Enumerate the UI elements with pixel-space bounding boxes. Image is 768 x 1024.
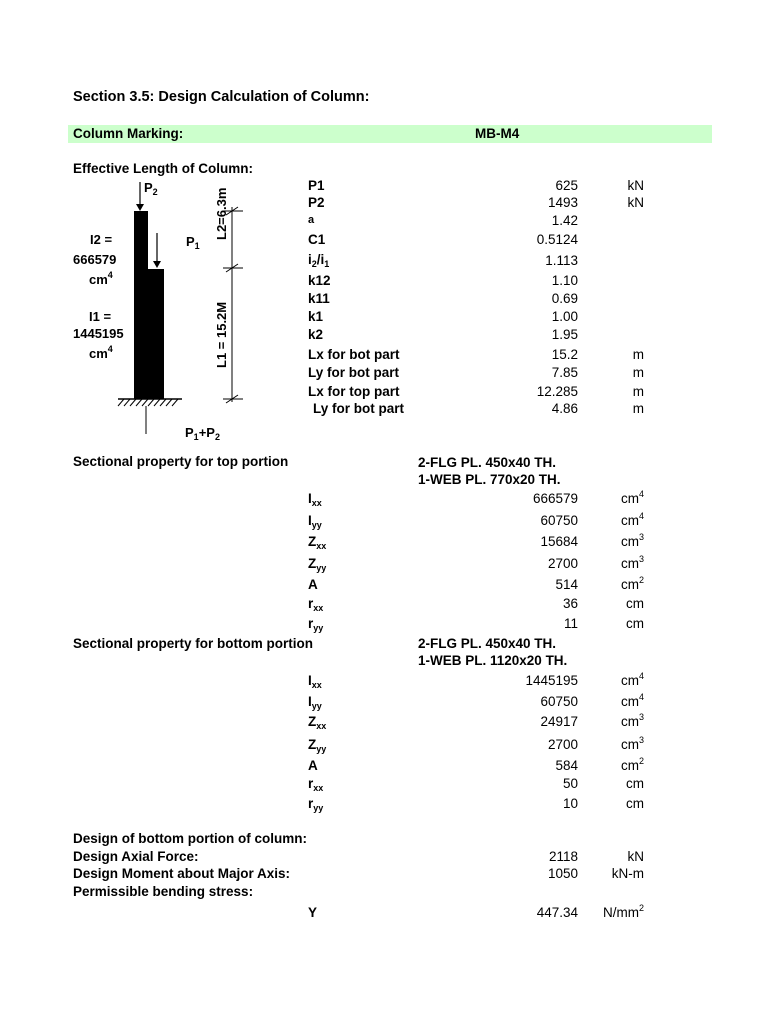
page-title: Section 3.5: Design Calculation of Column: bbox=[73, 89, 370, 105]
column-marking-label: Column Marking: bbox=[73, 126, 184, 141]
moment-value: 1050 bbox=[547, 866, 578, 881]
property-unit: $cm^3$ bbox=[620, 532, 644, 549]
property-value: 2700 bbox=[547, 737, 578, 752]
property-unit: $cm^4$ bbox=[620, 511, 644, 528]
property-symbol: $r_{xx}$ bbox=[308, 776, 324, 793]
i1-label: I1 = bbox=[89, 309, 112, 324]
upper-column-shape bbox=[134, 211, 148, 269]
param-value: 0.5124 bbox=[536, 232, 578, 247]
i1-value: 1445195 bbox=[73, 326, 124, 341]
property-symbol: $Z_{yy}$ bbox=[308, 737, 327, 754]
param-unit: kN bbox=[627, 195, 644, 210]
param-unit: m bbox=[632, 365, 644, 380]
top-web-plate: 1-WEB PL. 770x20 TH. bbox=[418, 472, 561, 487]
param-name: k2 bbox=[308, 327, 324, 342]
property-unit: $cm^3$ bbox=[620, 735, 644, 752]
property-unit: $cm^3$ bbox=[620, 712, 644, 729]
property-symbol: A bbox=[308, 577, 318, 592]
bottom-portion-heading: Sectional property for bottom portion bbox=[73, 636, 313, 651]
l2-dimension-label: L2=6.3m bbox=[214, 187, 229, 240]
ground-hatch bbox=[118, 399, 178, 406]
property-symbol: $Z_{xx}$ bbox=[308, 534, 327, 551]
property-value: 60750 bbox=[540, 694, 578, 709]
i2-label: I2 = bbox=[90, 232, 113, 247]
load-p2-label: $P_2$ bbox=[144, 180, 158, 197]
top-portion-heading: Sectional property for top portion bbox=[73, 454, 289, 469]
param-name: $i_2/i_1$ bbox=[308, 252, 330, 269]
column-marking-value: MB-M4 bbox=[475, 126, 520, 141]
lower-column-shape bbox=[134, 269, 164, 399]
effective-length-heading: Effective Length of Column: bbox=[73, 161, 253, 176]
param-name: C1 bbox=[308, 232, 326, 247]
param-unit: m bbox=[632, 384, 644, 399]
param-value: 7.85 bbox=[551, 365, 578, 380]
param-value: 0.69 bbox=[551, 291, 578, 306]
bottom-web-plate: 1-WEB PL. 1120x20 TH. bbox=[418, 653, 568, 668]
param-unit: m bbox=[632, 347, 644, 362]
param-unit: kN bbox=[627, 178, 644, 193]
param-value: 1.113 bbox=[545, 253, 578, 268]
param-value: 1.00 bbox=[551, 309, 578, 324]
property-unit: $cm^4$ bbox=[620, 489, 644, 506]
property-unit: $cm^4$ bbox=[620, 692, 644, 709]
property-value: 666579 bbox=[532, 491, 578, 506]
property-symbol: A bbox=[308, 758, 318, 773]
param-value: 1.95 bbox=[551, 327, 578, 342]
param-value: 1.10 bbox=[551, 273, 578, 288]
top-flange-plate: 2-FLG PL. 450x40 TH. bbox=[418, 455, 557, 470]
axial-force-value: 2118 bbox=[548, 849, 578, 864]
l1-dimension-label: L1 = 15.2M bbox=[214, 301, 229, 368]
property-unit: cm bbox=[626, 596, 644, 611]
property-value: 2700 bbox=[547, 556, 578, 571]
param-value: 12.285 bbox=[536, 384, 578, 399]
property-unit: cm bbox=[626, 796, 644, 811]
param-value: 1.42 bbox=[551, 213, 578, 228]
i2-value: 666579 bbox=[73, 252, 117, 267]
param-name: Lx for top part bbox=[308, 384, 400, 399]
param-value: 625 bbox=[555, 178, 578, 193]
moment-unit: kN-m bbox=[611, 866, 644, 881]
param-name: Ly for bot part bbox=[308, 365, 399, 380]
property-symbol: $Z_{yy}$ bbox=[308, 556, 327, 573]
property-value: 60750 bbox=[540, 513, 578, 528]
design-heading: Design of bottom portion of column: bbox=[73, 831, 307, 846]
property-value: 584 bbox=[555, 758, 578, 773]
property-unit: $cm^3$ bbox=[620, 554, 644, 571]
property-symbol: $I_{yy}$ bbox=[308, 513, 322, 530]
property-symbol: $r_{yy}$ bbox=[308, 796, 324, 813]
property-value: 50 bbox=[562, 776, 578, 791]
load-p1-label: $P_1$ bbox=[186, 234, 200, 251]
param-name: P2 bbox=[308, 195, 325, 210]
property-value: 11 bbox=[563, 616, 578, 631]
property-unit: $cm^2$ bbox=[620, 756, 644, 773]
property-symbol: $r_{yy}$ bbox=[308, 616, 324, 633]
property-symbol: $Z_{xx}$ bbox=[308, 714, 327, 731]
property-value: 15684 bbox=[540, 534, 578, 549]
i2-unit: $cm^4$ bbox=[89, 270, 113, 287]
axial-force-label: Design Axial Force: bbox=[73, 849, 199, 864]
param-name: P1 bbox=[308, 178, 325, 193]
property-value: 10 bbox=[562, 796, 578, 811]
p2-arrow-head bbox=[136, 204, 144, 211]
param-name: Ly for bot part bbox=[313, 401, 404, 416]
property-symbol: $r_{xx}$ bbox=[308, 596, 324, 613]
y-label: Y bbox=[308, 905, 318, 920]
p1-arrow-head bbox=[153, 261, 161, 268]
param-value: 4.86 bbox=[551, 401, 578, 416]
property-unit: $cm^4$ bbox=[620, 671, 644, 688]
param-name: Lx for bot part bbox=[308, 347, 400, 362]
property-symbol: $I_{xx}$ bbox=[308, 491, 322, 508]
property-unit: cm bbox=[626, 776, 644, 791]
property-symbol: $I_{yy}$ bbox=[308, 694, 322, 711]
param-value: 1493 bbox=[547, 195, 578, 210]
param-name: a bbox=[308, 214, 315, 226]
base-load-label: $P_1+P_2$ bbox=[185, 425, 220, 442]
moment-label: Design Moment about Major Axis: bbox=[73, 866, 291, 881]
param-name: k1 bbox=[308, 309, 324, 324]
y-value: 447.34 bbox=[536, 905, 578, 920]
property-unit: $cm^2$ bbox=[620, 575, 644, 592]
property-value: 1445195 bbox=[525, 673, 578, 688]
param-unit: m bbox=[632, 401, 644, 416]
property-value: 36 bbox=[562, 596, 578, 611]
bottom-flange-plate: 2-FLG PL. 450x40 TH. bbox=[418, 636, 557, 651]
property-value: 24917 bbox=[540, 714, 578, 729]
y-unit: $N/mm^2$ bbox=[602, 903, 644, 920]
property-symbol: $I_{xx}$ bbox=[308, 673, 322, 690]
bending-stress-label: Permissible bending stress: bbox=[73, 884, 254, 899]
param-value: 15.2 bbox=[551, 347, 578, 362]
i1-unit: $cm^4$ bbox=[89, 344, 113, 361]
property-value: 514 bbox=[555, 577, 578, 592]
param-name: k11 bbox=[308, 291, 330, 306]
param-name: k12 bbox=[308, 273, 331, 288]
axial-force-unit: kN bbox=[627, 849, 644, 864]
property-unit: cm bbox=[626, 616, 644, 631]
